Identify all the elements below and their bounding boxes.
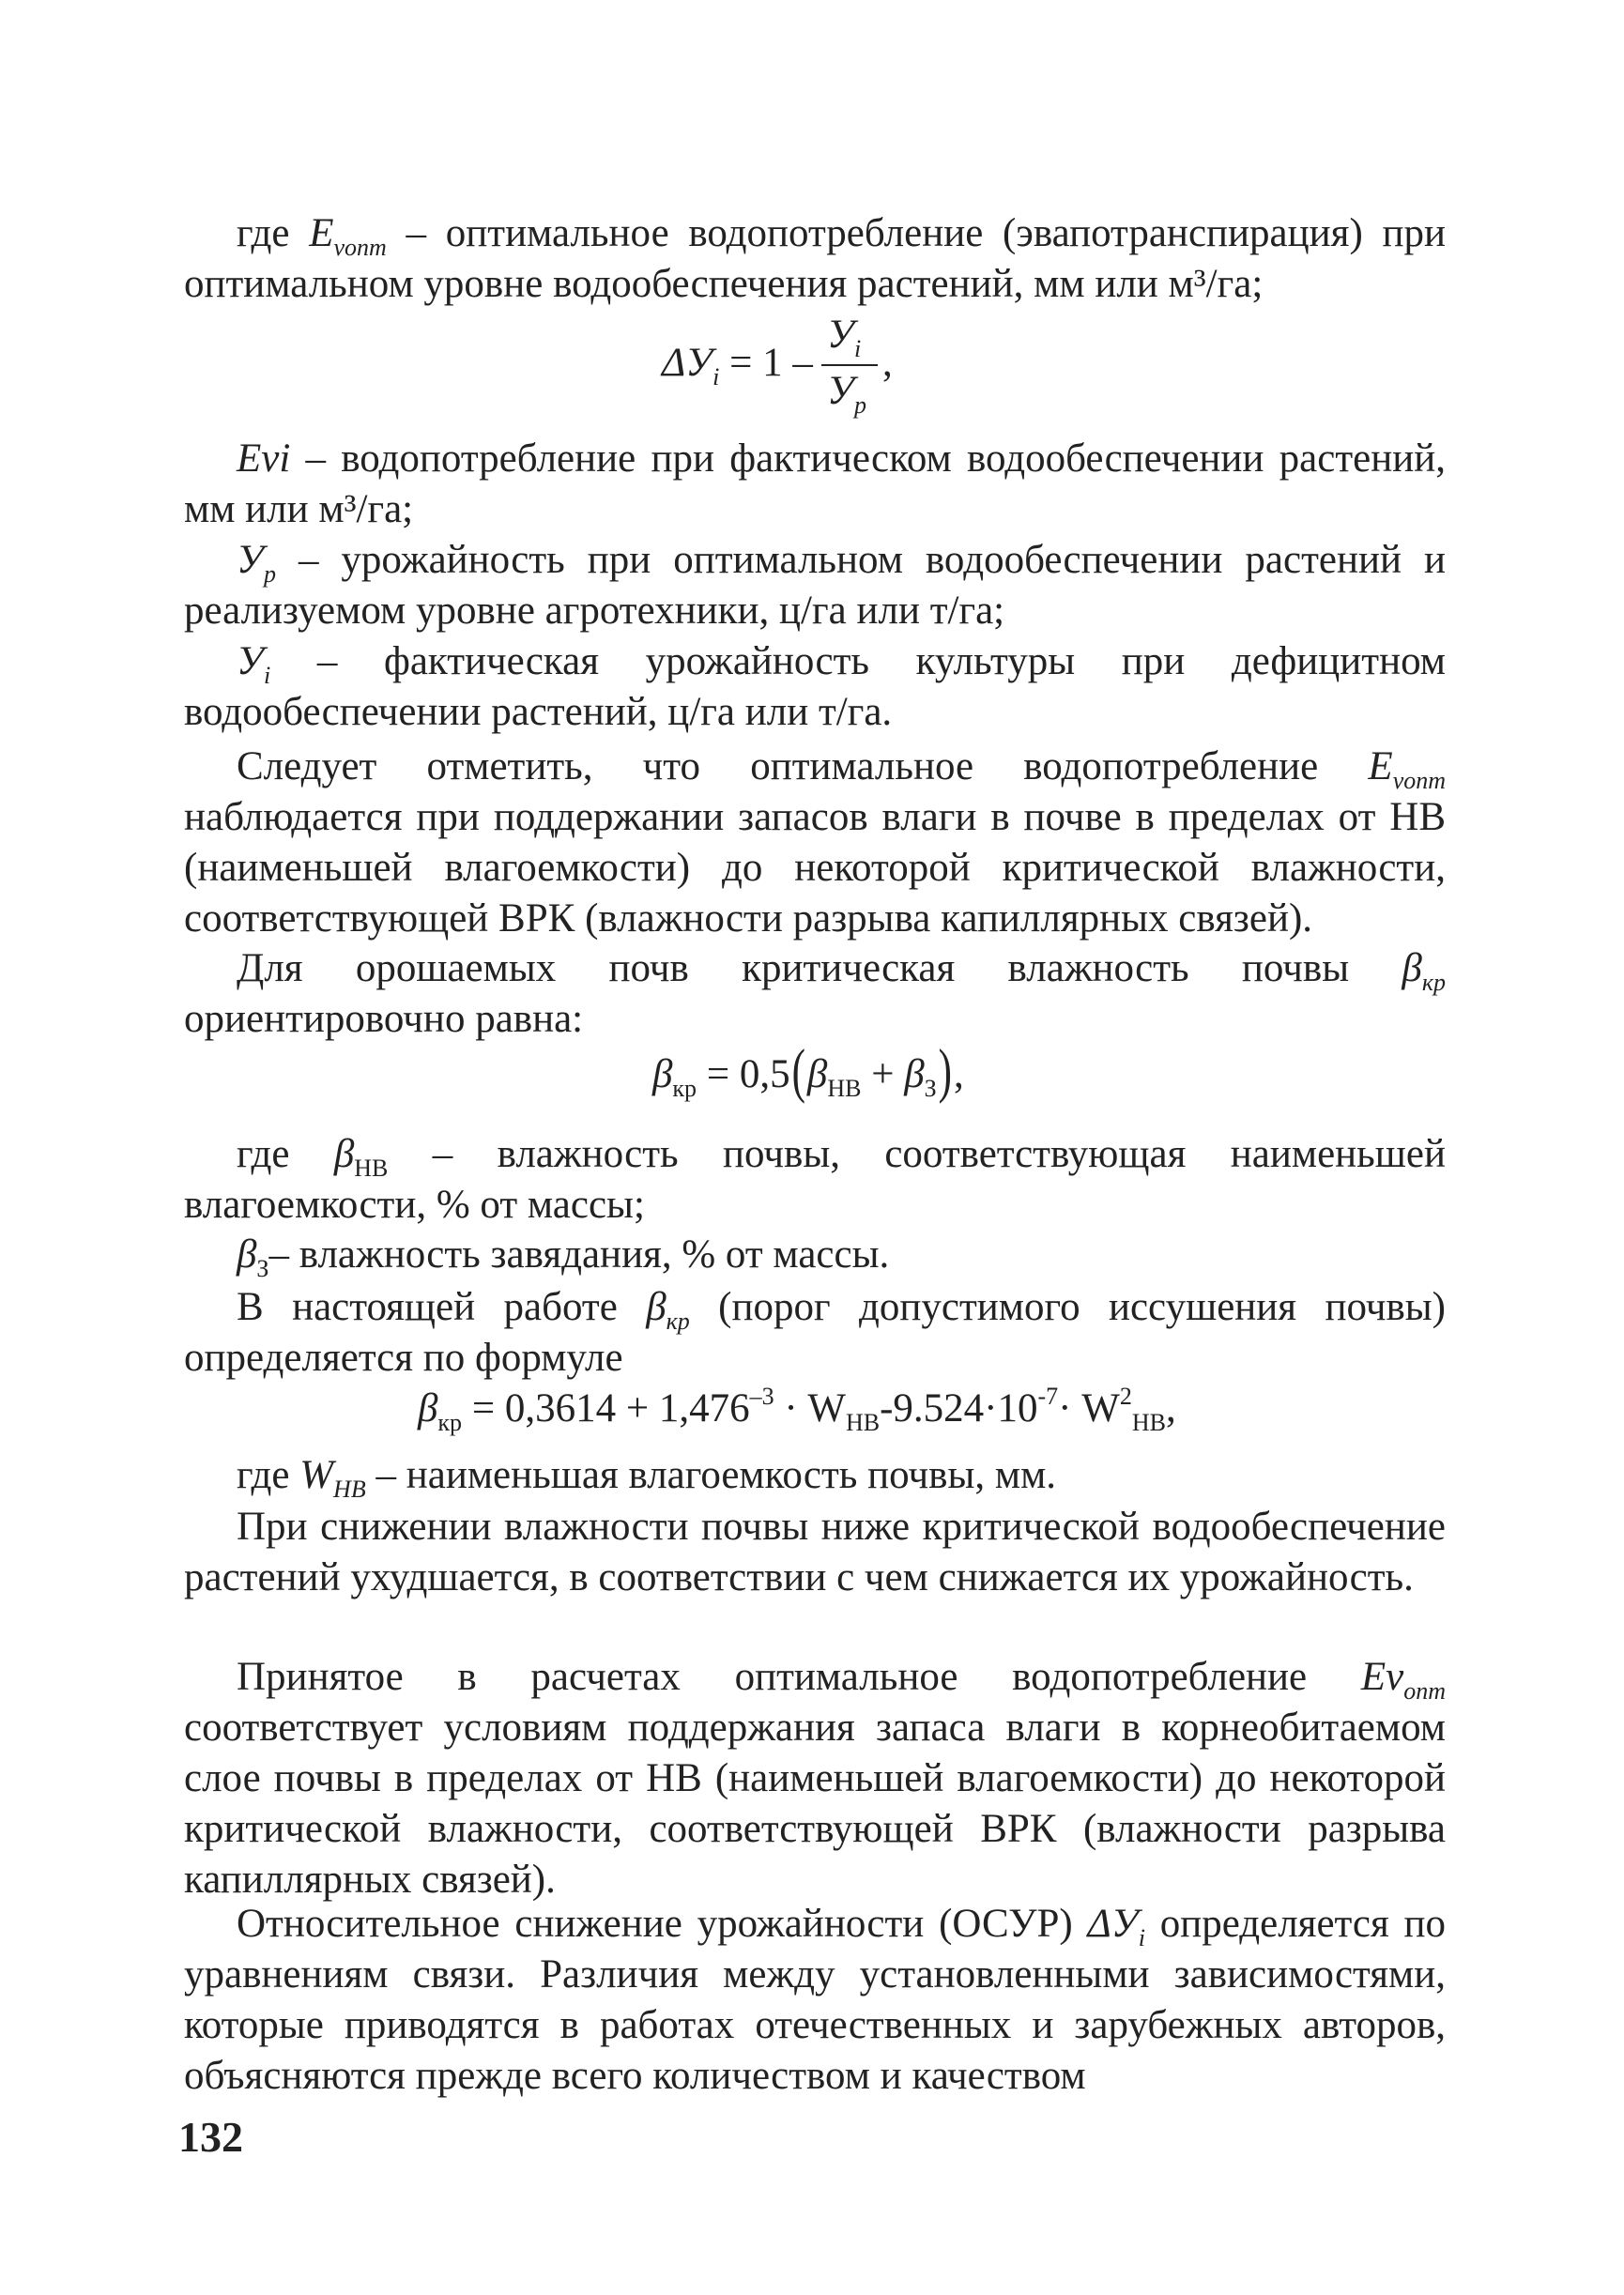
definition-yp: $У_р$ – урожайность при оптимальном водообеспечении растений и реализуемом уровне агротехники, ц/га или т/га; [184,538,1446,633]
formula-beta-kr: $\beta_{кр} = 0,5(\beta_{НВ} + \beta_З)$, [652,1038,964,1105]
word-where: где [237,211,290,255]
symbol-yp: $У_р$ [237,538,276,588]
formula-beta-kr-regression: $\beta_{кр} = 0,3614 + 1,476^{-3} \cdot W_{НВ}-9.524\cdot 10^{-7}\cdot W^2_{НВ}$, [418,1383,1176,1436]
paragraph-drop: При снижении влажности почвы ниже критической водообеспечение растений ухудшается, в соответствии с чем снижается их урожайность. [184,1505,1446,1599]
formula-fraction: $У_i$ $У_p$ [821,310,878,422]
definition-text: – оптимальное водопотребление (эвапотранспирация) при оптимальном уровне водообеспечения растений, мм или м³/га; [184,211,1447,306]
paragraph-osur: Относительное снижение урожайности (ОСУР) $\Delta У_i$ определяется по уравнениям связи. Различия между установленными зависимостями, которые приводятся в работах отечественных и зарубежных авторов, объясняются прежде всего количеством и качеством [184,1902,1447,2098]
paragraph-critical: Для орошаемых почв критическая влажность почвы $\beta_{кр}$ ориентировочно равна: [184,946,1446,1041]
symbol-e: $E_{vопт}$ [309,211,387,261]
symbol-evi: Evi [237,436,291,481]
page-number: 132 [178,2113,243,2161]
formula-comma: , [882,341,893,385]
definition-whb: где $W_{HB}$ – наименьшая влагоемкость почвы, мм. [237,1453,1057,1503]
definition-beta-nv: где $\beta_{НВ}$ – влажность почвы, соответствующая наименьшей влагоемкости, % от массы; [184,1132,1446,1227]
definition-yi: $У_i$ – фактическая урожайность культуры при дефицитном водообеспечении растений, ц/га или т/га. [184,639,1446,734]
definition-beta-z: $\beta_З-$ влажность завядания, % от массы. [237,1232,890,1282]
formula-delta-yield: $\Delta У_i = 1$ – [662,341,813,390]
paragraph-accepted: Принятое в расчетах оптимальное водопотребление $Ev_{опт}$ соответствует условиям поддержания запаса влаги в корнеобитаемом слое почвы в пределах от НВ (наименьшей влагоемкости) до некоторой критической влажности, соответствующей ВРК (влажности разрыва капиллярных связей). [184,1655,1446,1902]
paragraph-this-work: В настоящей работе $\beta_{кр}$ (порог допустимого иссушения почвы) определяется по формуле [184,1285,1446,1380]
definition-evi: Evi – водопотребление при фактическом водообеспечении растений, мм или м³/га; [184,436,1447,531]
symbol-yi: $У_i$ [237,639,271,689]
paragraph-note: Следует отметить, что оптимальное водопотребление $E_{vопт}$ наблюдается при поддержании запасов влаги в почве в пределах от НВ (наименьшей влагоемкости) до некоторой критической влажности, соответствующей ВРК (влажности разрыва капиллярных связей). [184,744,1447,941]
definition-evopt [184,208,1446,310]
